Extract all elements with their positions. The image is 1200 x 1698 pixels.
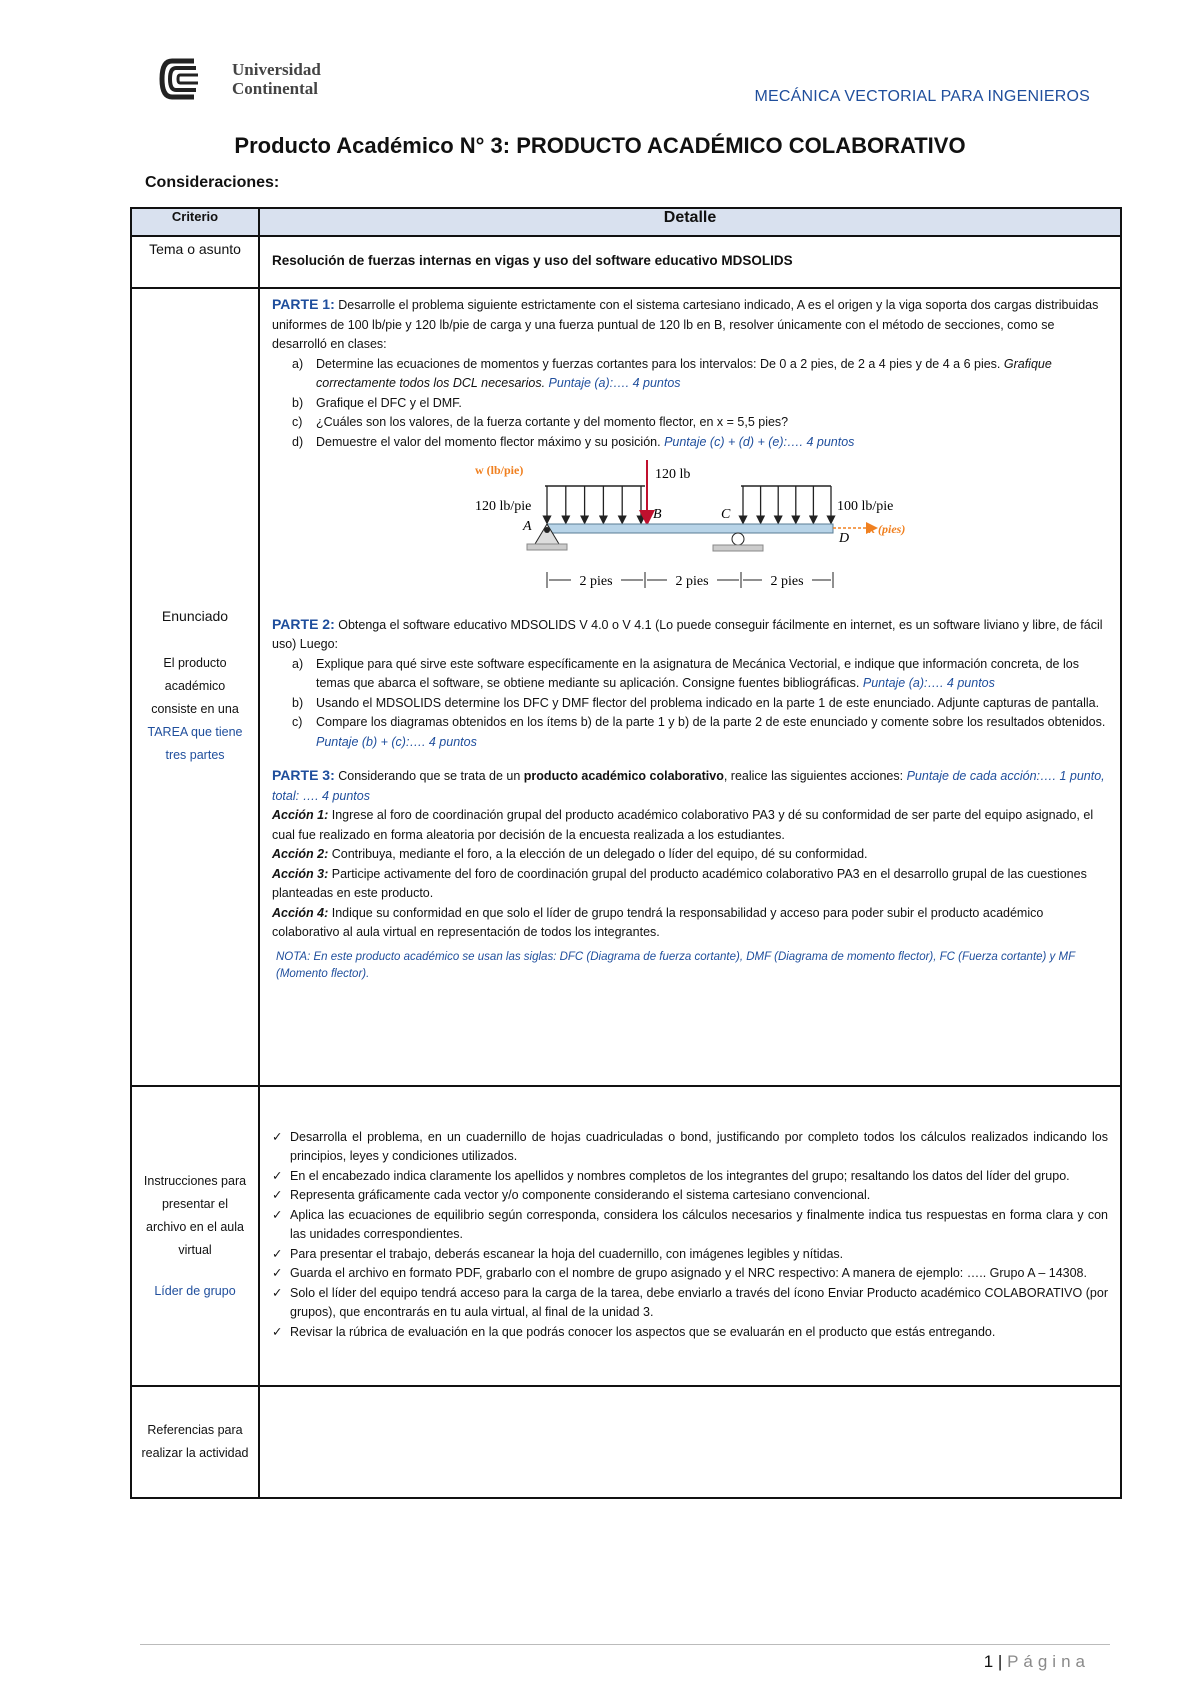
load-left-label: 120 lb/pie	[475, 499, 532, 514]
logo-line2: Continental	[232, 79, 318, 98]
parte1: PARTE 1: Desarrolle el problema siguiente estrictamente con el sistema cartesiano indicado, A es el origen y la viga soporta dos cargas distribuidas uniformes de 100 lb/pie y 120 lb/pie de carga y una fuerza puntual de 120 lb en B, resolver únicamente con el método de secciones, como se desarrolló en clases:	[272, 296, 1099, 351]
point-load-label: 120 lb	[655, 467, 691, 482]
beam	[547, 524, 833, 533]
list-item	[292, 694, 1108, 714]
considerations-label: Consideraciones:	[145, 174, 280, 191]
enunciado-detail	[259, 288, 1121, 1086]
pin-a-icon	[544, 527, 550, 533]
ground-a	[527, 544, 567, 550]
tema-label: Tema o asunto	[131, 236, 259, 288]
accion-item	[272, 865, 1108, 904]
header-criterio: Criterio	[131, 208, 259, 236]
accion-text: Participe activamente del foro de coordinación grupal del producto académico colaborativo PA3 en el desarrollo grupal de las cuestiones planteadas en este producto.	[272, 866, 1087, 900]
beam-figure	[272, 460, 1108, 605]
ref-label: Referencias para realizar la actividad	[131, 1386, 259, 1498]
instr-leader: Líder de grupo	[154, 1283, 236, 1298]
instr-item: ✓ Desarrolla el problema, en un cuadernillo de hojas cuadriculadas o bond, justificando por completo todos los cálculos realizados indicando los principios, leyes y condiciones utilizados.	[272, 1128, 1108, 1167]
header-detalle: Detalle	[259, 208, 1121, 236]
label-d: D	[839, 531, 850, 546]
dim-label-2: 2 pies	[675, 574, 709, 589]
instr-list	[272, 1128, 1108, 1343]
instr-item: ✓ Guarda el archivo en formato PDF, grabarlo con el nombre de grupo asignado y el NRC respectivo: A manera de ejemplo: ….. Grupo A – 14308.	[272, 1264, 1108, 1284]
instr-item: ✓ Solo el líder del equipo tendrá acceso para la carga de la tarea, debe enviarlo a través del ícono Enviar Producto académico COLABORATIVO (por grupos), que encontrarás en tu aula virtual, al final de la unidad 3.	[272, 1284, 1108, 1323]
item-text: ¿Cuáles son los valores, de la fuerza cortante y del momento flector, en x = 5,5 pies?	[316, 415, 789, 429]
list-item	[292, 413, 1108, 433]
beam-diagram	[455, 460, 925, 598]
item-points: Puntaje (a):…. 4 puntos	[862, 676, 995, 690]
w-label: w (lb/pie)	[475, 463, 524, 477]
accion-text: Ingrese al foro de coordinación grupal del producto académico colaborativo PA3 y dé su conformidad de ser parte del equipo asignado, el cual fue realizado en forma aleatoria por decisión de la encuesta realizada a los estudiantes.	[272, 808, 1094, 842]
tema-value	[259, 236, 1121, 288]
tarea-text: TAREA	[147, 724, 188, 739]
ref-detail	[259, 1386, 1121, 1498]
label-a: A	[523, 519, 532, 534]
list-item	[292, 433, 1108, 453]
enunciado-label: Enunciado	[161, 607, 229, 624]
logo-line1: Universidad	[232, 60, 321, 79]
item-points: Puntaje (b) + (c):…. 4 puntos	[316, 734, 477, 749]
item-marker: b)	[292, 695, 304, 710]
logo-mark-icon	[158, 55, 230, 105]
label-c: C	[721, 507, 731, 522]
item-text: Grafique el DFC y el DMF.	[316, 395, 462, 410]
dim-label-1: 2 pies	[579, 574, 613, 589]
logo-text	[232, 60, 321, 98]
parte3: PARTE 3: Considerando que se trata de un producto académico colaborativo, realice las siguientes acciones: Puntaje de cada acción:…. 1 punto, total: …. 4 puntos	[272, 767, 1105, 803]
accion-item	[272, 904, 1108, 943]
footer	[984, 1652, 1090, 1672]
instr-item: ✓ Representa gráficamente cada vector y/o componente considerando el sistema cartesiano convencional.	[272, 1186, 1108, 1206]
enunciado-sub: El producto académico consiste en una TAREA que tiene tres partes	[147, 655, 243, 762]
page-word: Página	[1007, 1652, 1090, 1671]
item-marker: d)	[292, 434, 304, 449]
ground-c	[713, 545, 763, 551]
item-text: Usando el MDSOLIDS determine los DFC y DMF flector del problema indicado en la parte 1 de este enunciado. Adjunte capturas de pantalla.	[316, 695, 1100, 710]
accion-item	[272, 806, 1108, 845]
item-text: Explique para qué sirve este software específicamente en la asignatura de Mecánica Vectorial, e indique que información concreta, de los temas que abarca el software, se obtiene mediante su aplicación. Consigne fuentes bibliográficas.	[316, 656, 1079, 690]
item-marker: a)	[292, 356, 304, 371]
footer-sep: |	[997, 1652, 1003, 1671]
accion-label: Acción 4:	[272, 905, 332, 920]
item-text2: Grafique correctamente todos los DCL necesarios.	[316, 356, 1052, 390]
item-marker: c)	[292, 715, 303, 729]
acciones-list	[272, 806, 1108, 943]
page-title: Producto Académico N° 3: PRODUCTO ACADÉMICO COLABORATIVO	[234, 133, 966, 158]
accion-text: Contribuya, mediante el foro, a la elección de un delegado o líder del equipo, dé su conformidad.	[331, 847, 868, 861]
instr-item: ✓ En el encabezado indica claramente los apellidos y nombres completos de los integrantes del grupo; resaltando los datos del líder del grupo.	[272, 1167, 1108, 1187]
list-item	[292, 394, 1108, 414]
footer-divider	[140, 1644, 1110, 1645]
load-right-label: 100 lb/pie	[837, 499, 894, 514]
accion-label: Acción 2:	[272, 847, 332, 861]
instr-item: ✓ Revisar la rúbrica de evaluación en la que podrás conocer los aspectos que se evaluarán en el producto que estás entregando.	[272, 1323, 1108, 1343]
list-item	[292, 355, 1108, 394]
accion-label: Acción 3:	[272, 866, 332, 881]
list-item	[292, 713, 1108, 752]
instr-item: ✓ Aplica las ecuaciones de equilibrio según corresponda, considera los cálculos necesarios y finalmente indica tus respuestas en forma clara y con las unidades correspondientes.	[272, 1206, 1108, 1245]
accion-item	[272, 845, 1108, 865]
considerations-table	[130, 207, 1122, 1499]
x-label: x (pies)	[869, 522, 906, 536]
item-points: Puntaje (a):…. 4 puntos	[548, 376, 681, 390]
accion-label: Acción 1:	[272, 808, 332, 822]
parte1-list	[272, 355, 1108, 453]
list-item	[292, 655, 1108, 694]
accion-text: Indique su conformidad en que solo el líder de grupo tendrá la responsabilidad y acceso para poder subir el producto académico colaborativo al aula virtual en representación de todos los integrantes.	[272, 905, 1044, 939]
tema-value-text: Resolución de fuerzas internas en vigas y uso del software educativo MDSOLIDS	[272, 253, 793, 269]
instr-item: ✓ Para presentar el trabajo, deberás escanear la hoja del cuadernillo, con imágenes legibles y nítidas.	[272, 1245, 1108, 1265]
item-marker: a)	[292, 656, 304, 671]
item-text: Demuestre el valor del momento flector máximo y su posición.	[316, 434, 665, 449]
instr-cell	[131, 1086, 259, 1386]
parte2: PARTE 2: Obtenga el software educativo MDSOLIDS V 4.0 o V 4.1 (Lo puede conseguir fácilmente en internet, es un software liviano y libre, de fácil uso) Luego:	[272, 615, 1103, 651]
enunciado-cell	[131, 288, 259, 1086]
item-points: Puntaje (c) + (d) + (e):…. 4 puntos	[664, 434, 855, 449]
item-marker: b)	[292, 395, 304, 410]
dim-label-3: 2 pies	[770, 574, 804, 589]
item-text: Compare los diagramas obtenidos en los ítems b) de la parte 1 y b) de la parte 2 de este enunciado y comente sobre los resultados obtenidos.	[316, 715, 1106, 729]
item-text: Determine las ecuaciones de momentos y fuerzas cortantes para los intervalos: De 0 a 2 pies, de 2 a 4 pies y de 4 a 6 pies.	[316, 356, 1004, 371]
item-marker: c)	[292, 415, 303, 429]
label-b: B	[653, 507, 662, 522]
instr-detail	[259, 1086, 1121, 1386]
page-number: 1	[983, 1652, 994, 1671]
nota: NOTA: En este producto académico se usan las siglas: DFC (Diagrama de fuerza cortante), DMF (Diagrama de momento flector), FC (Fuerza cortante) y MF (Momento flector).	[276, 950, 1075, 980]
course-name: MECÁNICA VECTORIAL PARA INGENIEROS	[754, 88, 1090, 105]
roller-c-icon	[732, 533, 744, 545]
instr-label: Instrucciones para presentar el archivo en el aula virtual	[143, 1173, 247, 1257]
parte2-list	[272, 655, 1108, 753]
